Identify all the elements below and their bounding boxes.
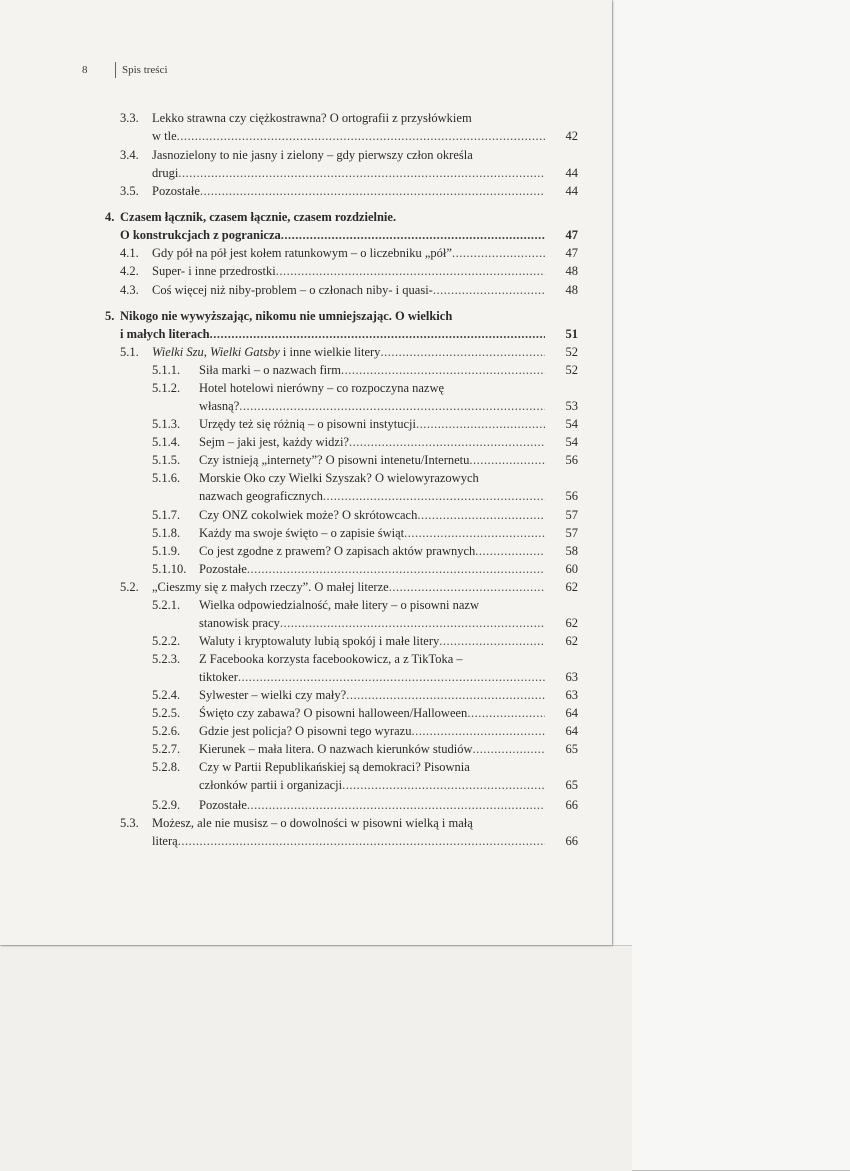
toc-entry-number: 4. xyxy=(105,210,115,224)
toc-entry-title: stanowisk pracy xyxy=(199,616,280,630)
toc-entry xyxy=(0,380,612,416)
toc-entry xyxy=(0,452,612,470)
toc-entry-title: Możesz, ale nie musisz – o dowolności w pisowni wielką i małą xyxy=(152,816,473,830)
toc-entry-number: 5.1.9. xyxy=(152,544,181,558)
toc-entry-number: 5.2.7. xyxy=(152,742,181,756)
toc-page-number: 57 xyxy=(565,508,578,522)
toc-entry-title: Lekko strawna czy ciężkostrawna? O ortografii z przysłówkiem xyxy=(152,111,472,125)
toc-entry-title: Hotel hotelowi nierówny – co rozpoczyna nazwę xyxy=(199,381,445,395)
dot-leader xyxy=(247,561,545,577)
toc-entry xyxy=(0,147,612,183)
toc-entry xyxy=(0,723,612,741)
toc-entry-title: Super- i inne przedrostki xyxy=(152,264,276,278)
toc-page-number: 52 xyxy=(565,345,578,359)
toc-page-number: 64 xyxy=(565,706,578,720)
toc-entry-number: 5. xyxy=(105,309,115,323)
dot-leader xyxy=(238,669,545,685)
dot-leader xyxy=(475,543,545,559)
dot-leader xyxy=(200,183,545,199)
toc-page-number: 66 xyxy=(565,798,578,812)
toc-page-number: 63 xyxy=(565,688,578,702)
dot-leader xyxy=(280,615,545,631)
toc-entry xyxy=(0,245,612,263)
toc-entry-title: Sejm – jaki jest, każdy widzi? xyxy=(199,435,349,449)
dot-leader xyxy=(473,741,545,757)
toc-entry-title: Nikogo nie wywyższając, nikomu nie umniejszając. O wielkich xyxy=(120,309,453,323)
toc-page-number: 47 xyxy=(565,228,578,242)
toc-page-number: 66 xyxy=(565,834,578,848)
dot-leader xyxy=(177,128,545,144)
toc-entry-title: Morskie Oko czy Wielki Szyszak? O wielowyrazowych xyxy=(199,471,479,485)
toc-entry-number: 5.3. xyxy=(120,816,139,830)
toc-entry-number: 5.1.2. xyxy=(152,381,181,395)
toc-entry-number: 4.1. xyxy=(120,246,139,260)
toc-page-number: 53 xyxy=(565,399,578,413)
toc-page-number: 56 xyxy=(565,453,578,467)
toc-entry-title: Gdzie jest policja? O pisowni tego wyrazu xyxy=(199,724,412,738)
toc-entry-title: Z Facebooka korzysta facebookowicz, a z TikToka – xyxy=(199,652,463,666)
toc-entry-number: 5.1. xyxy=(120,345,139,359)
toc-page-number: 62 xyxy=(565,616,578,630)
dot-leader xyxy=(349,434,545,450)
toc-entry-number: 5.1.10. xyxy=(152,562,187,576)
toc-entry-number: 5.2.5. xyxy=(152,706,181,720)
toc-entry-title: Coś więcej niż niby-problem – o członach niby- i quasi- xyxy=(152,283,433,297)
toc-page-number: 60 xyxy=(565,562,578,576)
toc-page-number: 54 xyxy=(565,435,578,449)
toc-page-number: 51 xyxy=(565,327,578,341)
toc-entry-title: Siła marki – o nazwach firm xyxy=(199,363,341,377)
toc-page-number: 48 xyxy=(565,264,578,278)
dot-leader xyxy=(346,687,545,703)
toc-entry-number: 3.4. xyxy=(120,148,139,162)
toc-page-number: 65 xyxy=(565,778,578,792)
toc-entry-title: w tle xyxy=(152,129,177,143)
toc-entry-title: Czy ONZ cokolwiek może? O skrótowcach xyxy=(199,508,418,522)
toc-entry-title: Wielki Szu, Wielki Gatsby i inne wielkie litery xyxy=(152,345,381,359)
toc-entry-title: Czy istnieją „internety”? O pisowni intenetu/Internetu xyxy=(199,453,470,467)
toc-entry-title: Czasem łącznik, czasem łącznie, czasem rozdzielnie. xyxy=(120,210,397,224)
toc-entry xyxy=(0,705,612,723)
toc-entry-title: Czy w Partii Republikańskiej są demokraci? Pisownia xyxy=(199,760,470,774)
toc-entry-title: drugi xyxy=(152,166,179,180)
toc-page-number: 58 xyxy=(565,544,578,558)
toc-entry xyxy=(0,209,612,245)
toc-entry-number: 5.1.3. xyxy=(152,417,181,431)
toc-entry-title: Gdy pół na pół jest kołem ratunkowym – o liczebniku „pół” xyxy=(152,246,452,260)
toc-entry xyxy=(0,561,612,579)
dot-leader xyxy=(416,416,545,432)
toc-entry xyxy=(0,651,612,687)
toc-entry-title: Jasnozielony to nie jasny i zielony – gdy pierwszy człon określa xyxy=(152,148,473,162)
dot-leader xyxy=(404,525,545,541)
toc-entry-title: Pozostałe xyxy=(199,562,247,576)
dot-leader xyxy=(178,165,545,181)
toc-entry xyxy=(0,282,612,300)
dot-leader xyxy=(210,326,545,342)
toc-entry-title: Sylwester – wielki czy mały? xyxy=(199,688,347,702)
toc-entry-number: 5.1.7. xyxy=(152,508,181,522)
lower-page xyxy=(0,945,632,1171)
toc-page-number: 47 xyxy=(565,246,578,260)
toc-entry xyxy=(0,110,612,146)
toc-entry xyxy=(0,797,612,815)
toc-entry-number: 5.2.9. xyxy=(152,798,181,812)
toc-entry xyxy=(0,741,612,759)
toc-entry-title: Urzędy też się różnią – o pisowni instytucji xyxy=(199,417,416,431)
toc-entry xyxy=(0,507,612,525)
toc-page-number: 64 xyxy=(565,724,578,738)
toc-entry-number: 5.1.8. xyxy=(152,526,181,540)
toc-page-number: 52 xyxy=(565,363,578,377)
adjacent-page xyxy=(612,0,850,1170)
toc-entry-title: „Cieszmy się z małych rzeczy”. O małej literze xyxy=(152,580,389,594)
toc-entry-number: 5.2. xyxy=(120,580,139,594)
toc-entry-number: 5.1.1. xyxy=(152,363,181,377)
dot-leader xyxy=(433,282,545,298)
toc-entry xyxy=(0,759,612,795)
dot-leader xyxy=(467,705,545,721)
toc-entry-number: 5.2.6. xyxy=(152,724,181,738)
toc-page-number: 48 xyxy=(565,283,578,297)
dot-leader xyxy=(342,777,545,793)
toc-page-number: 44 xyxy=(565,184,578,198)
running-title: Spis treści xyxy=(122,64,168,76)
toc-entry xyxy=(0,362,612,380)
dot-leader xyxy=(411,723,545,739)
toc-entry-number: 3.3. xyxy=(120,111,139,125)
toc-entry xyxy=(0,633,612,651)
dot-leader xyxy=(323,488,545,504)
toc-entry xyxy=(0,687,612,705)
toc-entry-number: 5.1.6. xyxy=(152,471,181,485)
dot-leader xyxy=(452,245,545,261)
toc-page-number: 56 xyxy=(565,489,578,503)
toc-page-number: 65 xyxy=(565,742,578,756)
toc-page-number: 63 xyxy=(565,670,578,684)
toc-entry-number: 5.1.4. xyxy=(152,435,181,449)
dot-leader xyxy=(276,263,545,279)
toc-entry-title: Pozostałe xyxy=(152,184,200,198)
toc-entry xyxy=(0,434,612,452)
dot-leader xyxy=(247,797,545,813)
toc-entry-number: 3.5. xyxy=(120,184,139,198)
toc-entry xyxy=(0,344,612,362)
toc-entry-number: 5.2.2. xyxy=(152,634,181,648)
toc-entry xyxy=(0,263,612,281)
toc-entry-title: Każdy ma swoje święto – o zapisie świąt xyxy=(199,526,405,540)
toc-entry-number: 4.2. xyxy=(120,264,139,278)
toc-page-number: 42 xyxy=(565,129,578,143)
dot-leader xyxy=(239,398,545,414)
toc-entry xyxy=(0,183,612,201)
dot-leader xyxy=(281,227,545,243)
toc-entry xyxy=(0,543,612,561)
dot-leader xyxy=(389,579,545,595)
page-number: 8 xyxy=(82,64,88,76)
toc-entry-number: 5.1.5. xyxy=(152,453,181,467)
toc-entry xyxy=(0,470,612,506)
toc-entry-title: O konstrukcjach z pogranicza xyxy=(120,228,281,242)
toc-page-number: 62 xyxy=(565,580,578,594)
toc-entry-title: własną? xyxy=(199,399,240,413)
dot-leader xyxy=(178,833,545,849)
toc-page-number: 44 xyxy=(565,166,578,180)
dot-leader xyxy=(341,362,545,378)
toc-page-number: 62 xyxy=(565,634,578,648)
toc-entry-title: Święto czy zabawa? O pisowni halloween/Halloween xyxy=(199,706,468,720)
dot-leader xyxy=(439,633,545,649)
toc-page-number: 54 xyxy=(565,417,578,431)
toc-entry-title: Wielka odpowiedzialność, małe litery – o pisowni nazw xyxy=(199,598,479,612)
toc-entry-title: Pozostałe xyxy=(199,798,247,812)
toc-entry-title: Waluty i kryptowaluty lubią spokój i małe litery xyxy=(199,634,440,648)
toc-entry xyxy=(0,416,612,434)
toc-entry xyxy=(0,815,612,851)
dot-leader xyxy=(469,452,545,468)
toc-page-number: 57 xyxy=(565,526,578,540)
toc-entry-title: i małych literach xyxy=(120,327,210,341)
toc-entry-title: członków partii i organizacji xyxy=(199,778,343,792)
toc-entry-title: literą xyxy=(152,834,178,848)
dot-leader xyxy=(417,507,545,523)
toc-entry-title: Co jest zgodne z prawem? O zapisach aktów prawnych xyxy=(199,544,476,558)
toc-entry-number: 5.2.3. xyxy=(152,652,181,666)
toc-entry xyxy=(0,597,612,633)
toc-entry xyxy=(0,308,612,344)
toc-entry-number: 4.3. xyxy=(120,283,139,297)
dot-leader xyxy=(380,344,545,360)
toc-entry xyxy=(0,579,612,597)
toc-entry xyxy=(0,525,612,543)
toc-entry-number: 5.2.4. xyxy=(152,688,181,702)
toc-entry-title: Kierunek – mała litera. O nazwach kierunków studiów xyxy=(199,742,473,756)
toc-entry-title: nazwach geograficznych xyxy=(199,489,323,503)
toc-entry-title: tiktoker xyxy=(199,670,238,684)
toc-entry-number: 5.2.1. xyxy=(152,598,181,612)
toc-entry-number: 5.2.8. xyxy=(152,760,181,774)
